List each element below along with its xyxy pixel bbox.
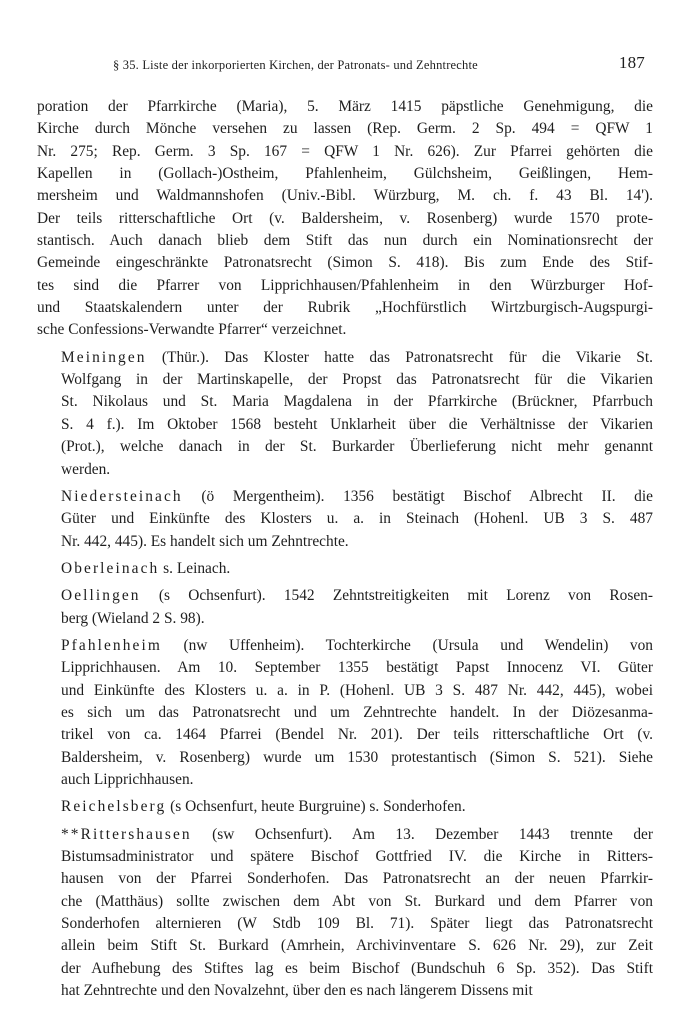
text-line [37, 635, 653, 657]
line-text: che (Matthäus) sollte zwischen dem Abt von St. Burkard und dem Pfarrer von [61, 892, 653, 910]
text-line [37, 252, 653, 274]
text-line [37, 275, 653, 297]
line-text: es sich um das Patronatsrecht und um Zehntrechte handelt. In der Diözesanma- [61, 703, 653, 721]
line-text: (s Ochsenfurt). 1542 Zehntstreitigkeiten mit Lorenz von Rosen- [140, 587, 653, 605]
text-line [37, 680, 653, 702]
line-text: Nr. 275; Rep. Germ. 3 Sp. 167 = QFW 1 Nr. 626). Zur Pfarrei gehörten die [37, 142, 653, 160]
line-text: stantisch. Auch danach blieb dem Stift das nun durch ein Nominationsrecht der [37, 232, 653, 250]
line-text: Nr. 442, 445). Es handelt sich um Zehntrechte. [61, 532, 349, 550]
line-text: (Thür.). Das Kloster hatte das Patronatsrecht für die Vikarie St. [146, 348, 653, 366]
paragraph-p4 [37, 558, 653, 580]
text-line [37, 230, 653, 252]
text-line [37, 747, 653, 769]
text-line [37, 163, 653, 185]
text-line [37, 319, 653, 341]
book-page [37, 52, 653, 1007]
text-line [37, 531, 653, 553]
paragraph-p3 [37, 486, 653, 553]
line-text: sche Confessions-Verwandte Pfarrer“ verzeichnet. [37, 321, 347, 339]
line-text: werden. [61, 460, 111, 478]
text-line [37, 297, 653, 319]
line-text: Kapellen in (Gollach-)Ostheim, Pfahlenheim, Gülchsheim, Geißlingen, Hem- [37, 165, 653, 183]
line-text: Wolfgang in der Martinskapelle, der Propst das Patronatsrecht für die Vikarien [61, 371, 653, 389]
page-number: 187 [618, 53, 645, 72]
line-text: auch Lipprichhausen. [61, 770, 194, 788]
text-line [37, 459, 653, 481]
paragraph-p2 [37, 347, 653, 481]
text-line [37, 185, 653, 207]
line-text: berg (Wieland 2 S. 98). [61, 609, 205, 627]
place-name: Niedersteinach [61, 487, 183, 505]
line-text: (Prot.), welche danach in der St. Burkarder Überlieferung nicht mehr genannt [61, 438, 653, 456]
line-text: Lipprichhausen. Am 10. September 1355 bestätigt Papst Innocenz VI. Güter [61, 659, 653, 677]
line-text: s. Leinach. [159, 559, 231, 577]
line-text: (ö Mergentheim). 1356 bestätigt Bischof Albrecht II. die [182, 487, 653, 505]
line-text: und Einkünfte des Klosters u. a. in P. (Hohenl. UB 3 S. 487 Nr. 442, 445), wobei [61, 681, 653, 699]
text-line [37, 347, 653, 369]
line-text: (sw Ochsenfurt). Am 13. Dezember 1443 trennte der [191, 825, 653, 843]
text-line [37, 796, 653, 818]
line-text: Bistumsadministrator und spätere Bischof Gottfried IV. die Kirche in Ritters- [61, 848, 653, 865]
text-line [37, 769, 653, 791]
paragraph-p1 [37, 96, 653, 342]
place-name: Reichelsberg [61, 798, 167, 816]
text-line [37, 846, 653, 868]
line-text: trikel von ca. 1464 Pfarrei (Bendel Nr. 201). Der teils ritterschaftliche Ort (v. [61, 726, 653, 744]
text-line [37, 436, 653, 458]
text-line [37, 958, 653, 980]
place-name: Meiningen [61, 348, 147, 366]
line-text: Der teils ritterschaftliche Ort (v. Baldersheim, v. Rosenberg) wurde 1570 prote- [37, 209, 653, 227]
line-text: (nw Uffenheim). Tochterkirche (Ursula und Wendelin) von [161, 636, 653, 654]
paragraph-p6 [37, 635, 653, 791]
line-text: St. Nikolaus und St. Maria Magdalena in der Pfarrkirche (Brückner, Pfarrbuch [61, 393, 653, 411]
text-line [37, 980, 653, 1002]
running-head [37, 52, 653, 82]
text-line [37, 935, 653, 957]
line-text: (s Ochsenfurt, heute Burgruine) s. Sonderhofen. [166, 798, 466, 816]
line-text: Gemeinde eingeschränkte Patronatsrecht (Simon S. 418). Bis zum Ende des Stif- [37, 254, 653, 272]
line-text: und Staatskalendern unter der Rubrik „Hochfürstlich Wirtzburgisch-Augspurgi- [37, 299, 653, 317]
body-text [37, 96, 653, 1002]
running-title: § 35. Liste der inkorporierten Kirchen, der Patronats- und Zehntrechte [113, 58, 478, 72]
text-line [37, 118, 653, 140]
text-line [37, 608, 653, 630]
line-text: Baldersheim, v. Rosenberg) wurde um 1530 protestantisch (Simon S. 521). Siehe [61, 748, 653, 766]
text-line [37, 724, 653, 746]
line-text: tes sind die Pfarrer von Lipprichhausen/Pfahlenheim in den Würzburger Hof- [37, 276, 653, 294]
place-name: Oellingen [61, 587, 141, 605]
text-line [37, 141, 653, 163]
line-text: S. 4 f.). Im Oktober 1568 besteht Unklarheit über die Verhältnisse der Vikarien [61, 415, 653, 433]
place-name: **Rittershausen [61, 825, 192, 843]
text-line [37, 508, 653, 530]
text-line [37, 558, 653, 580]
text-line [37, 824, 653, 846]
text-line [37, 414, 653, 436]
place-name: Oberleinach [61, 559, 160, 577]
text-line [37, 96, 653, 118]
text-line [37, 486, 653, 508]
text-line [37, 702, 653, 724]
line-text: allein beim Stift St. Burkard (Amrhein, Archivinventare S. 626 Nr. 29), zur Zeit [61, 937, 653, 955]
paragraph-p5 [37, 585, 653, 630]
text-line [37, 208, 653, 230]
text-line [37, 913, 653, 935]
text-line [37, 369, 653, 391]
line-text: hat Zehntrechte und den Novalzehnt, über den es nach längerem Dissens mit [61, 982, 533, 1000]
text-line [37, 657, 653, 679]
line-text: Kirche durch Mönche versehen zu lassen (Rep. Germ. 2 Sp. 494 = QFW 1 [37, 120, 653, 138]
line-text: hausen von der Pfarrei Sonderhofen. Das Patronatsrecht an der neuen Pfarrkir- [61, 870, 653, 888]
text-line [37, 891, 653, 913]
line-text: mersheim und Waldmannshofen (Univ.-Bibl. Würzburg, M. ch. f. 43 Bl. 14'). [37, 187, 653, 205]
paragraph-p8 [37, 824, 653, 1003]
place-name: Pfahlenheim [61, 636, 162, 654]
line-text: der Aufhebung des Stiftes lag es beim Bischof (Bundschuh 6 Sp. 352). Das Stift [61, 959, 653, 977]
text-line [37, 391, 653, 413]
line-text: Sonderhofen alternieren (W Stdb 109 Bl. 71). Später liegt das Patronatsrecht [61, 915, 653, 933]
text-line [37, 868, 653, 890]
text-line [37, 585, 653, 607]
line-text: poration der Pfarrkirche (Maria), 5. März 1415 päpstliche Genehmigung, die [37, 98, 653, 115]
paragraph-p7 [37, 796, 653, 818]
line-text: Güter und Einkünfte des Klosters u. a. in Steinach (Hohenl. UB 3 S. 487 [61, 510, 653, 528]
